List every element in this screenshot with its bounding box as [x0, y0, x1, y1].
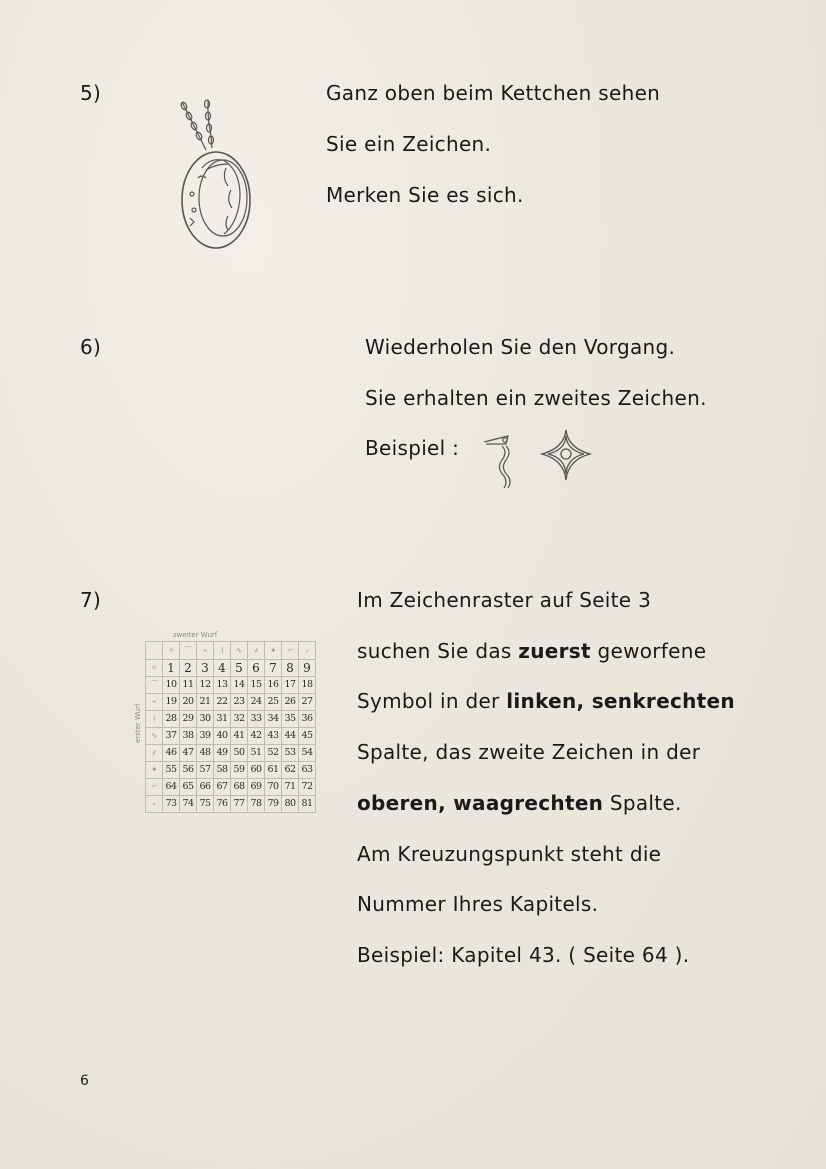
grid-cell: 17	[282, 677, 299, 694]
step-7-line-2-tail: geworfene	[590, 639, 707, 663]
step-7-emphasis-left-column: linken, senkrechten	[506, 689, 735, 713]
grid-cell: 21	[197, 694, 214, 711]
grid-cell: 27	[299, 694, 316, 711]
grid-header-symbol: ✦	[265, 642, 282, 660]
grid-cell: 67	[214, 779, 231, 796]
grid-cell: 28	[163, 711, 180, 728]
step-7-line-5-tail: Spalte.	[603, 791, 682, 815]
grid-cell: 18	[299, 677, 316, 694]
grid-cell: 56	[180, 762, 197, 779]
grid-cell: 31	[214, 711, 231, 728]
grid-row-symbol: ⌁	[146, 694, 163, 711]
grid-cell: 44	[282, 728, 299, 745]
grid-cell: 16	[265, 677, 282, 694]
grid-cell: 10	[163, 677, 180, 694]
step-7-line-6: Am Kreuzungspunkt steht die	[357, 842, 662, 866]
grid-cell: 61	[265, 762, 282, 779]
grid-cell: 58	[214, 762, 231, 779]
step-5-line-2: Sie ein Zeichen.	[326, 132, 492, 156]
grid-header-symbol: ✧	[163, 642, 180, 660]
grid-row-4	[146, 711, 316, 728]
grid-cell: 59	[231, 762, 248, 779]
grid-row-symbol: ✧	[146, 660, 163, 677]
grid-header-symbol: ⌁	[197, 642, 214, 660]
grid-cell: 41	[231, 728, 248, 745]
step-5-number: 5)	[80, 81, 102, 105]
grid-cell: 48	[197, 745, 214, 762]
grid-row-7	[146, 762, 316, 779]
grid-row-6	[146, 745, 316, 762]
grid-row-9	[146, 796, 316, 813]
grid-cell: 30	[197, 711, 214, 728]
grid-cell: 24	[248, 694, 265, 711]
grid-cell: 68	[231, 779, 248, 796]
grid-cell: 76	[214, 796, 231, 813]
step-5-line-1: Ganz oben beim Kettchen sehen	[326, 81, 661, 105]
grid-cell: 79	[265, 796, 282, 813]
grid-cell: 53	[282, 745, 299, 762]
grid-cell: 11	[180, 677, 197, 694]
grid-cell: 55	[163, 762, 180, 779]
grid-cell: 15	[248, 677, 265, 694]
step-7-line-2	[357, 639, 706, 663]
grid-cell: 50	[231, 745, 248, 762]
step-7-line-5	[357, 791, 682, 815]
grid-row-1	[146, 660, 316, 677]
grid-cell: 26	[282, 694, 299, 711]
grid-cell: 81	[299, 796, 316, 813]
step-7-line-1: Im Zeichenraster auf Seite 3	[357, 588, 652, 612]
step-7-line-7: Nummer Ihres Kapitels.	[357, 892, 599, 916]
step-6-number: 6)	[80, 335, 102, 359]
page-number: 6	[80, 1073, 89, 1089]
grid-cell: 7	[265, 660, 282, 677]
step-7-line-4: Spalte, das zweite Zeichen in der	[357, 740, 701, 764]
grid-cell: 43	[265, 728, 282, 745]
grid-cell: 47	[180, 745, 197, 762]
grid-row-symbol: ✦	[146, 762, 163, 779]
grid-row-2	[146, 677, 316, 694]
grid-header-symbol: ⸙	[248, 642, 265, 660]
step-7-emphasis-top-row: oberen, waagrechten	[357, 791, 604, 815]
grid-cell: 9	[299, 660, 316, 677]
grid-cell: 65	[180, 779, 197, 796]
grid-corner-cell	[146, 642, 163, 660]
grid-cell: 37	[163, 728, 180, 745]
grid-cell: 1	[163, 660, 180, 677]
grid-cell: 74	[180, 796, 197, 813]
grid-cell: 3	[197, 660, 214, 677]
step-7-emphasis-first: zuerst	[518, 639, 591, 663]
grid-cell: 49	[214, 745, 231, 762]
grid-cell: 73	[163, 796, 180, 813]
grid-cell: 51	[248, 745, 265, 762]
grid-cell: 32	[231, 711, 248, 728]
grid-cell: 40	[214, 728, 231, 745]
grid-cell: 54	[299, 745, 316, 762]
grid-row-5	[146, 728, 316, 745]
step-7-line-3	[357, 689, 735, 713]
grid-cell: 42	[248, 728, 265, 745]
grid-cell: 29	[180, 711, 197, 728]
grid-row-symbol: ⸗	[146, 796, 163, 813]
grid-cell: 35	[282, 711, 299, 728]
grid-cell: 75	[197, 796, 214, 813]
grid-cell: 39	[197, 728, 214, 745]
grid-row-symbol: ⌇	[146, 711, 163, 728]
grid-cell: 69	[248, 779, 265, 796]
grid-cell: 80	[282, 796, 299, 813]
grid-header-symbol: ⸗	[299, 642, 316, 660]
step-7-line-2-text: suchen Sie das	[357, 639, 519, 663]
grid-row-symbol: ⌒	[146, 677, 163, 694]
grid-row-symbol: ⸙	[146, 745, 163, 762]
step-5-line-3: Merken Sie es sich.	[326, 183, 524, 207]
grid-row-3	[146, 694, 316, 711]
grid-cell: 8	[282, 660, 299, 677]
grid-cell: 4	[214, 660, 231, 677]
grid-top-label: zweiter Wurf	[173, 631, 218, 639]
grid-header-symbol: ⌒	[180, 642, 197, 660]
grid-header-row	[146, 642, 316, 660]
grid-cell: 71	[282, 779, 299, 796]
grid-cell: 45	[299, 728, 316, 745]
grid-cell: 23	[231, 694, 248, 711]
grid-cell: 46	[163, 745, 180, 762]
grid-row-symbol: ∿	[146, 728, 163, 745]
grid-cell: 62	[282, 762, 299, 779]
grid-cell: 70	[265, 779, 282, 796]
grid-cell: 14	[231, 677, 248, 694]
grid-header-symbol: ⌇	[214, 642, 231, 660]
grid-cell: 60	[248, 762, 265, 779]
grid-cell: 52	[265, 745, 282, 762]
step-7-number: 7)	[80, 588, 102, 612]
grid-row-8	[146, 779, 316, 796]
grid-cell: 2	[180, 660, 197, 677]
four-pointed-star-symbol-icon	[540, 428, 592, 482]
grid-cell: 72	[299, 779, 316, 796]
grid-cell: 25	[265, 694, 282, 711]
grid-cell: 22	[214, 694, 231, 711]
grid-cell: 63	[299, 762, 316, 779]
grid-row-symbol: ⌐	[146, 779, 163, 796]
grid-cell: 66	[197, 779, 214, 796]
pendant-ring-on-chain-icon	[176, 98, 260, 250]
symbol-grid	[134, 631, 323, 821]
hook-wave-symbol-icon	[478, 430, 518, 490]
grid-cell: 12	[197, 677, 214, 694]
grid-cell: 77	[231, 796, 248, 813]
grid-cell: 20	[180, 694, 197, 711]
grid-cell: 19	[163, 694, 180, 711]
step-6-line-1: Wiederholen Sie den Vorgang.	[365, 335, 676, 359]
step-7-line-3-text: Symbol in der	[357, 689, 507, 713]
grid-cell: 33	[248, 711, 265, 728]
step-6-example-label: Beispiel :	[365, 436, 460, 460]
step-6-line-2: Sie erhalten ein zweites Zeichen.	[365, 386, 707, 410]
grid-side-label: erster Wurf	[134, 703, 142, 743]
grid-cell: 57	[197, 762, 214, 779]
step-7-example: Beispiel: Kapitel 43. ( Seite 64 ).	[357, 943, 690, 967]
grid-cell: 5	[231, 660, 248, 677]
grid-header-symbol: ∿	[231, 642, 248, 660]
grid-cell: 13	[214, 677, 231, 694]
grid-cell: 6	[248, 660, 265, 677]
grid-cell: 78	[248, 796, 265, 813]
grid-cell: 36	[299, 711, 316, 728]
grid-header-symbol: ⌐	[282, 642, 299, 660]
grid-cell: 34	[265, 711, 282, 728]
grid-cell: 38	[180, 728, 197, 745]
grid-table	[145, 641, 316, 813]
grid-cell: 64	[163, 779, 180, 796]
